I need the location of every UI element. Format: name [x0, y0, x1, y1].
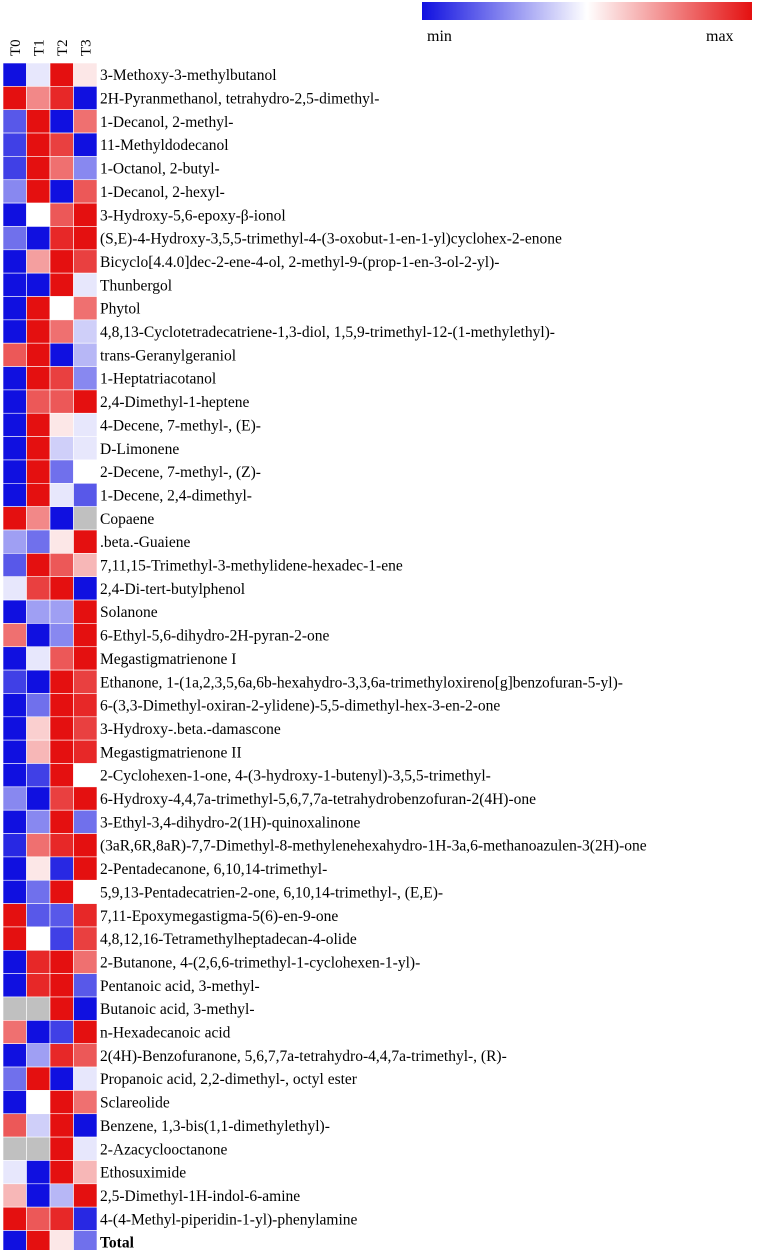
heatmap-cell [27, 180, 51, 203]
heatmap-cell [27, 226, 51, 249]
heatmap-cells [3, 63, 97, 1250]
heatmap-cell [50, 156, 74, 179]
row-label: 1-Decanol, 2-hexyl- [100, 183, 225, 201]
heatmap-cell [50, 927, 74, 950]
heatmap-cell [50, 623, 74, 646]
heatmap-cell [50, 787, 74, 810]
heatmap-cell [74, 226, 98, 249]
heatmap-cell [50, 1231, 74, 1250]
heatmap-cell [3, 1207, 27, 1230]
row-label: Solanone [100, 604, 158, 622]
column-labels [8, 39, 95, 56]
heatmap-cell [3, 460, 27, 483]
column-label-t3: T3 [78, 39, 95, 56]
heatmap-cell [50, 764, 74, 787]
row-label: 3-Hydroxy-5,6-epoxy-β-ionol [100, 207, 286, 225]
heatmap-cell [74, 1044, 98, 1067]
heatmap-cell [74, 950, 98, 973]
heatmap-cell [50, 297, 74, 320]
row-label: 1-Heptatriacotanol [100, 370, 217, 388]
heatmap-cell [74, 670, 98, 693]
row-label: (S,E)-4-Hydroxy-3,5,5-trimethyl-4-(3-oxobut-1-en-1-yl)cyclohex-2-enone [100, 230, 562, 248]
heatmap-cell [3, 1020, 27, 1043]
heatmap-cell [3, 600, 27, 623]
heatmap-cell [74, 530, 98, 553]
heatmap-cell [27, 740, 51, 763]
heatmap-cell [3, 1231, 27, 1250]
heatmap-cell [3, 553, 27, 576]
heatmap-cell [50, 880, 74, 903]
heatmap-cell [50, 670, 74, 693]
heatmap-cell [3, 880, 27, 903]
row-label: 4-(4-Methyl-piperidin-1-yl)-phenylamine [100, 1211, 358, 1229]
heatmap-cell [3, 927, 27, 950]
row-label: trans-Geranylgeraniol [100, 347, 236, 365]
column-label-t0: T0 [7, 39, 24, 56]
heatmap-cell [3, 437, 27, 460]
heatmap-cell [27, 553, 51, 576]
row-label: 4,8,12,16-Tetramethylheptadecan-4-olide [100, 931, 357, 949]
legend-max-label: max [706, 28, 734, 45]
row-label: Phytol [100, 300, 141, 318]
row-label: 2-Decene, 7-methyl-, (Z)- [100, 464, 261, 482]
heatmap-cell [27, 367, 51, 390]
row-label: 3-Ethyl-3,4-dihydro-2(1H)-quinoxalinone [100, 814, 361, 832]
heatmap-cell [74, 1231, 98, 1250]
heatmap-cell [3, 623, 27, 646]
color-legend [422, 2, 752, 45]
row-label: 2-Cyclohexen-1-one, 4-(3-hydroxy-1-butenyl)-3,5,5-trimethyl- [100, 767, 491, 785]
row-label: Megastigmatrienone I [100, 650, 237, 668]
heatmap-cell [3, 133, 27, 156]
column-label-t2: T2 [54, 39, 71, 56]
heatmap-cell [3, 647, 27, 670]
heatmap-cell [27, 880, 51, 903]
heatmap-cell [27, 1231, 51, 1250]
row-label: Pentanoic acid, 3-methyl- [100, 977, 260, 995]
heatmap-cell [74, 997, 98, 1020]
row-labels [100, 67, 647, 1250]
row-label: Bicyclo[4.4.0]dec-2-ene-4-ol, 2-methyl-9-(prop-1-en-3-ol-2-yl)- [100, 253, 500, 271]
heatmap-cell [3, 530, 27, 553]
heatmap-cell [50, 717, 74, 740]
heatmap-cell [50, 1044, 74, 1067]
heatmap-cell [3, 343, 27, 366]
heatmap-cell [50, 693, 74, 716]
heatmap-cell [74, 367, 98, 390]
heatmap-cell [74, 740, 98, 763]
heatmap-cell [3, 250, 27, 273]
heatmap-cell [27, 927, 51, 950]
heatmap-cell [27, 600, 51, 623]
heatmap-cell [50, 1184, 74, 1207]
heatmap-cell [74, 647, 98, 670]
heatmap-cell [74, 810, 98, 833]
heatmap-cell [74, 437, 98, 460]
heatmap-cell [74, 273, 98, 296]
heatmap-cell [27, 1044, 51, 1067]
heatmap-cell [27, 320, 51, 343]
heatmap-cell [27, 1137, 51, 1160]
heatmap-cell [27, 297, 51, 320]
heatmap-cell [74, 600, 98, 623]
heatmap-cell [27, 670, 51, 693]
heatmap-cell [74, 857, 98, 880]
heatmap-cell [3, 297, 27, 320]
heatmap-cell [27, 810, 51, 833]
row-label: 6-Ethyl-5,6-dihydro-2H-pyran-2-one [100, 627, 330, 645]
row-label: 5,9,13-Pentadecatrien-2-one, 6,10,14-trimethyl-, (E,E)- [100, 884, 444, 902]
heatmap-cell [27, 1020, 51, 1043]
heatmap-cell [50, 647, 74, 670]
heatmap-cell [27, 1160, 51, 1183]
heatmap-cell [74, 180, 98, 203]
column-label-t1: T1 [31, 39, 48, 56]
heatmap-cell [50, 1207, 74, 1230]
heatmap-cell [3, 156, 27, 179]
row-label: Benzene, 1,3-bis(1,1-dimethylethyl)- [100, 1117, 330, 1135]
heatmap-cell [27, 156, 51, 179]
heatmap-cell [50, 86, 74, 109]
row-label: 7,11-Epoxymegastigma-5(6)-en-9-one [100, 907, 339, 925]
heatmap-cell [27, 110, 51, 133]
heatmap-cell [27, 693, 51, 716]
heatmap-cell [50, 63, 74, 86]
heatmap-cell [3, 203, 27, 226]
heatmap-cell [3, 1137, 27, 1160]
heatmap-cell [27, 997, 51, 1020]
heatmap-cell [3, 1067, 27, 1090]
heatmap-cell [50, 273, 74, 296]
heatmap-cell [27, 974, 51, 997]
heatmap-cell [50, 390, 74, 413]
heatmap-cell [50, 810, 74, 833]
heatmap-cell [27, 530, 51, 553]
heatmap-cell [74, 460, 98, 483]
heatmap-cell [3, 483, 27, 506]
heatmap-cell [27, 203, 51, 226]
legend-min-label: min [427, 28, 452, 45]
heatmap-cell [74, 203, 98, 226]
legend-color-bar [422, 2, 752, 20]
heatmap-cell [74, 413, 98, 436]
heatmap-cell [74, 880, 98, 903]
heatmap-cell [3, 1114, 27, 1137]
heatmap-cell [27, 460, 51, 483]
row-label: D-Limonene [100, 440, 180, 458]
row-label: 2-Pentadecanone, 6,10,14-trimethyl- [100, 861, 328, 879]
heatmap-cell [50, 530, 74, 553]
heatmap-cell [74, 1090, 98, 1113]
row-label: 2(4H)-Benzofuranone, 5,6,7,7a-tetrahydro-4,4,7a-trimethyl-, (R)- [100, 1047, 507, 1065]
row-label: Butanoic acid, 3-methyl- [100, 1001, 255, 1019]
heatmap-cell [50, 1114, 74, 1137]
row-label: 2-Azacyclooctanone [100, 1141, 228, 1159]
heatmap-cell [74, 764, 98, 787]
heatmap-cell [74, 250, 98, 273]
row-label: 1-Decene, 2,4-dimethyl- [100, 487, 252, 505]
heatmap-cell [74, 86, 98, 109]
heatmap-cell [27, 133, 51, 156]
heatmap-cell [27, 857, 51, 880]
heatmap-cell [50, 250, 74, 273]
heatmap-cell [50, 974, 74, 997]
row-label: 4,8,13-Cyclotetradecatriene-1,3-diol, 1,5,9-trimethyl-12-(1-methylethyl)- [100, 324, 555, 342]
heatmap-cell [74, 343, 98, 366]
heatmap-cell [3, 273, 27, 296]
heatmap-cell [50, 320, 74, 343]
row-label: 6-(3,3-Dimethyl-oxiran-2-ylidene)-5,5-dimethyl-hex-3-en-2-one [100, 697, 501, 715]
heatmap-cell [27, 86, 51, 109]
heatmap-cell [50, 133, 74, 156]
heatmap-cell [50, 226, 74, 249]
heatmap-cell [74, 623, 98, 646]
row-label: 6-Hydroxy-4,4,7a-trimethyl-5,6,7,7a-tetrahydrobenzofuran-2(4H)-one [100, 791, 536, 809]
heatmap-cell [27, 390, 51, 413]
heatmap-cell [74, 1114, 98, 1137]
heatmap-cell [74, 1207, 98, 1230]
heatmap-cell [27, 1114, 51, 1137]
row-label: 7,11,15-Trimethyl-3-methylidene-hexadec-1-ene [100, 557, 403, 575]
heatmap-cell [50, 997, 74, 1020]
row-label: Ethanone, 1-(1a,2,3,5,6a,6b-hexahydro-3,3,6a-trimethyloxireno[g]benzofuran-5-yl)- [100, 674, 623, 692]
heatmap-cell [27, 1184, 51, 1207]
heatmap-cell [74, 297, 98, 320]
heatmap-cell [3, 507, 27, 530]
heatmap-cell [50, 507, 74, 530]
row-label: 2-Butanone, 4-(2,6,6-trimethyl-1-cyclohexen-1-yl)- [100, 954, 421, 972]
heatmap-cell [50, 483, 74, 506]
row-label: Ethosuximide [100, 1164, 187, 1182]
heatmap-cell [27, 787, 51, 810]
heatmap-cell [3, 717, 27, 740]
heatmap-cell [74, 1137, 98, 1160]
heatmap-cell [3, 320, 27, 343]
heatmap-cell [74, 974, 98, 997]
heatmap-cell [27, 1090, 51, 1113]
heatmap-cell [50, 367, 74, 390]
row-label: Copaene [100, 510, 155, 528]
heatmap-cell [50, 857, 74, 880]
heatmap-cell [3, 950, 27, 973]
row-label: 2H-Pyranmethanol, tetrahydro-2,5-dimethyl- [100, 90, 380, 108]
heatmap-cell [50, 834, 74, 857]
heatmap-cell [50, 413, 74, 436]
row-label: Total [100, 1234, 134, 1250]
heatmap-cell [50, 460, 74, 483]
heatmap-cell [3, 577, 27, 600]
heatmap-cell [50, 950, 74, 973]
heatmap-cell [27, 273, 51, 296]
row-label: 2,4-Dimethyl-1-heptene [100, 394, 250, 412]
heatmap-cell [27, 577, 51, 600]
heatmap-cell [74, 156, 98, 179]
heatmap-cell [3, 834, 27, 857]
heatmap-cell [74, 1020, 98, 1043]
heatmap-cell [3, 670, 27, 693]
heatmap-cell [50, 343, 74, 366]
heatmap-cell [27, 1067, 51, 1090]
heatmap-cell [50, 600, 74, 623]
heatmap-cell [74, 390, 98, 413]
heatmap-cell [74, 1067, 98, 1090]
heatmap-cell [27, 413, 51, 436]
row-label: Propanoic acid, 2,2-dimethyl-, octyl ester [100, 1071, 357, 1089]
heatmap-cell [3, 740, 27, 763]
heatmap-cell [74, 577, 98, 600]
heatmap-cell [50, 180, 74, 203]
heatmap-cell [27, 950, 51, 973]
row-label: 2,5-Dimethyl-1H-indol-6-amine [100, 1187, 301, 1205]
heatmap-cell [50, 740, 74, 763]
heatmap-cell [74, 717, 98, 740]
heatmap-cell [74, 834, 98, 857]
heatmap-cell [3, 226, 27, 249]
heatmap-cell [27, 834, 51, 857]
heatmap-cell [3, 997, 27, 1020]
heatmap-cell [27, 437, 51, 460]
heatmap-cell [27, 717, 51, 740]
heatmap-cell [74, 927, 98, 950]
heatmap-cell [3, 857, 27, 880]
heatmap-cell [74, 63, 98, 86]
row-label: Megastigmatrienone II [100, 744, 242, 762]
heatmap-cell [27, 343, 51, 366]
heatmap-cell [3, 974, 27, 997]
heatmap-cell [74, 133, 98, 156]
row-label: 11-Methyldodecanol [100, 137, 229, 155]
row-label: 3-Hydroxy-.beta.-damascone [100, 720, 281, 738]
heatmap-cell [27, 623, 51, 646]
heatmap-cell [27, 904, 51, 927]
heatmap-cell [74, 320, 98, 343]
heatmap-cell [50, 904, 74, 927]
heatmap-cell [3, 787, 27, 810]
heatmap-cell [3, 367, 27, 390]
row-label: 3-Methoxy-3-methylbutanol [100, 67, 277, 85]
row-label: Sclareolide [100, 1094, 170, 1112]
heatmap-cell [27, 250, 51, 273]
heatmap-cell [50, 203, 74, 226]
row-label: n-Hexadecanoic acid [100, 1024, 231, 1042]
heatmap-cell [3, 1044, 27, 1067]
heatmap-cell [50, 1067, 74, 1090]
heatmap-cell [50, 110, 74, 133]
heatmap-cell [74, 1160, 98, 1183]
row-label: Thunbergol [100, 277, 173, 295]
heatmap-cell [74, 110, 98, 133]
heatmap-cell [74, 507, 98, 530]
heatmap-cell [74, 1184, 98, 1207]
row-label: (3aR,6R,8aR)-7,7-Dimethyl-8-methylenehexahydro-1H-3a,6-methanoazulen-3(2H)-one [100, 837, 647, 855]
heatmap-cell [3, 180, 27, 203]
heatmap-cell [3, 413, 27, 436]
heatmap-cell [50, 437, 74, 460]
heatmap-cell [3, 693, 27, 716]
heatmap-cell [3, 390, 27, 413]
heatmap-cell [50, 1090, 74, 1113]
heatmap-cell [3, 904, 27, 927]
heatmap-cell [74, 904, 98, 927]
heatmap-cell [27, 483, 51, 506]
heatmap-cell [50, 1160, 74, 1183]
heatmap-cell [3, 63, 27, 86]
heatmap-cell [3, 810, 27, 833]
heatmap-cell [3, 110, 27, 133]
heatmap-cell [50, 1137, 74, 1160]
row-label: 4-Decene, 7-methyl-, (E)- [100, 417, 261, 435]
heatmap-cell [27, 764, 51, 787]
heatmap-cell [50, 577, 74, 600]
row-label: 2,4-Di-tert-butylphenol [100, 580, 246, 598]
heatmap-cell [3, 1090, 27, 1113]
heatmap-cell [3, 1160, 27, 1183]
heatmap-cell [27, 647, 51, 670]
heatmap-cell [27, 1207, 51, 1230]
heatmap-cell [74, 553, 98, 576]
heatmap-cell [3, 1184, 27, 1207]
heatmap-cell [3, 764, 27, 787]
row-label: .beta.-Guaiene [100, 534, 191, 552]
row-label: 1-Octanol, 2-butyl- [100, 160, 220, 178]
row-label: 1-Decanol, 2-methyl- [100, 113, 234, 131]
heatmap-cell [3, 86, 27, 109]
heatmap-cell [27, 63, 51, 86]
heatmap-cell [74, 693, 98, 716]
heatmap-cell [50, 1020, 74, 1043]
heatmap-cell [74, 787, 98, 810]
heatmap-cell [50, 553, 74, 576]
heatmap-cell [74, 483, 98, 506]
heatmap-cell [27, 507, 51, 530]
